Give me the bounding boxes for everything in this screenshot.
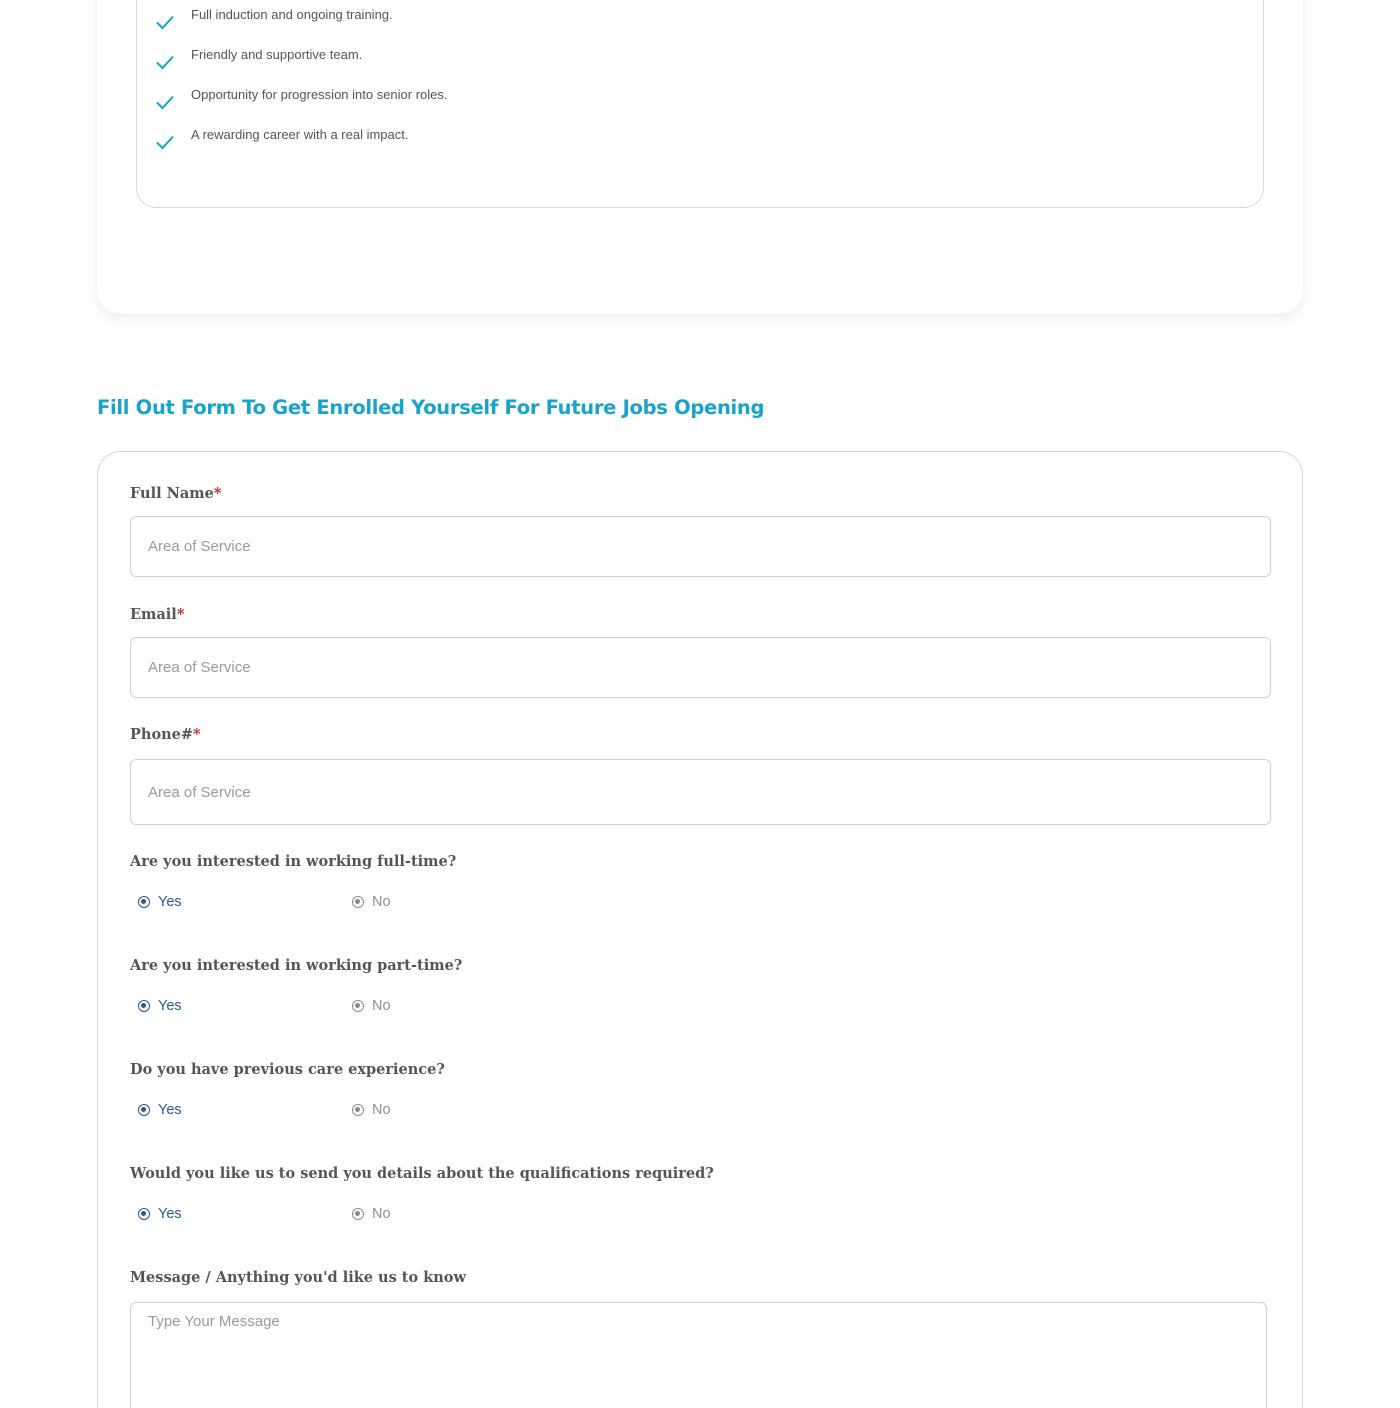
radio-label: Yes	[158, 1206, 182, 1222]
list-item	[155, 128, 448, 168]
radio-group-qualifications	[138, 1206, 538, 1226]
radio-label: Yes	[158, 894, 182, 910]
radio-icon	[352, 896, 364, 908]
benefits-card	[97, 0, 1303, 314]
required-mark: *	[176, 606, 185, 623]
radio-yes-part-time[interactable]	[138, 998, 182, 1014]
benefit-text: Opportunity for progression into senior roles.	[191, 87, 448, 102]
phone-label	[130, 726, 201, 743]
list-item	[155, 48, 448, 88]
email-label-text: Email	[130, 606, 177, 623]
message-label: Message / Anything you'd like us to know	[130, 1269, 466, 1286]
radio-group-part-time	[138, 998, 538, 1018]
email-label	[130, 606, 184, 623]
benefit-text: A rewarding career with a real impact.	[191, 127, 409, 142]
benefit-text: Friendly and supportive team.	[191, 47, 363, 62]
radio-yes-qualifications[interactable]	[138, 1206, 182, 1222]
message-textarea[interactable]	[130, 1302, 1267, 1408]
phone-label-text: Phone#	[130, 726, 194, 743]
radio-group-full-time	[138, 894, 538, 914]
radio-no-part-time[interactable]	[352, 998, 391, 1014]
radio-no-care-experience[interactable]	[352, 1102, 391, 1118]
question-care-experience-label: Do you have previous care experience?	[130, 1061, 445, 1078]
checkmark-icon	[155, 52, 175, 72]
radio-selected-icon	[138, 1000, 150, 1012]
full-name-label-text: Full Name	[130, 485, 214, 502]
email-input[interactable]	[130, 637, 1271, 698]
radio-label: No	[372, 1102, 391, 1118]
form-heading: Fill Out Form To Get Enrolled Yourself For Future Jobs Opening	[97, 396, 765, 419]
full-name-input[interactable]	[130, 516, 1271, 577]
radio-icon	[352, 1104, 364, 1116]
required-mark: *	[213, 485, 222, 502]
radio-label: No	[372, 1206, 391, 1222]
radio-yes-care-experience[interactable]	[138, 1102, 182, 1118]
radio-icon	[352, 1000, 364, 1012]
full-name-label	[130, 485, 221, 502]
radio-icon	[352, 1208, 364, 1220]
phone-input[interactable]	[130, 759, 1271, 825]
question-part-time-label: Are you interested in working part-time?	[130, 957, 463, 974]
radio-group-care-experience	[138, 1102, 538, 1122]
radio-label: Yes	[158, 998, 182, 1014]
checkmark-icon	[155, 92, 175, 112]
radio-label: Yes	[158, 1102, 182, 1118]
radio-label: No	[372, 894, 391, 910]
question-qualifications-label: Would you like us to send you details about the qualifications required?	[130, 1165, 714, 1182]
benefits-list-box	[136, 0, 1264, 208]
radio-no-qualifications[interactable]	[352, 1206, 391, 1222]
question-full-time-label: Are you interested in working full-time?	[130, 853, 457, 870]
enrollment-form	[97, 451, 1303, 1408]
radio-label: No	[372, 998, 391, 1014]
list-item	[155, 8, 448, 48]
radio-yes-full-time[interactable]	[138, 894, 182, 910]
required-mark: *	[193, 726, 201, 743]
radio-selected-icon	[138, 1208, 150, 1220]
checkmark-icon	[155, 12, 175, 32]
checkmark-icon	[155, 132, 175, 152]
radio-selected-icon	[138, 896, 150, 908]
benefits-list	[155, 8, 448, 168]
radio-selected-icon	[138, 1104, 150, 1116]
benefit-text: Full induction and ongoing training.	[191, 7, 393, 22]
radio-no-full-time[interactable]	[352, 894, 391, 910]
list-item	[155, 88, 448, 128]
